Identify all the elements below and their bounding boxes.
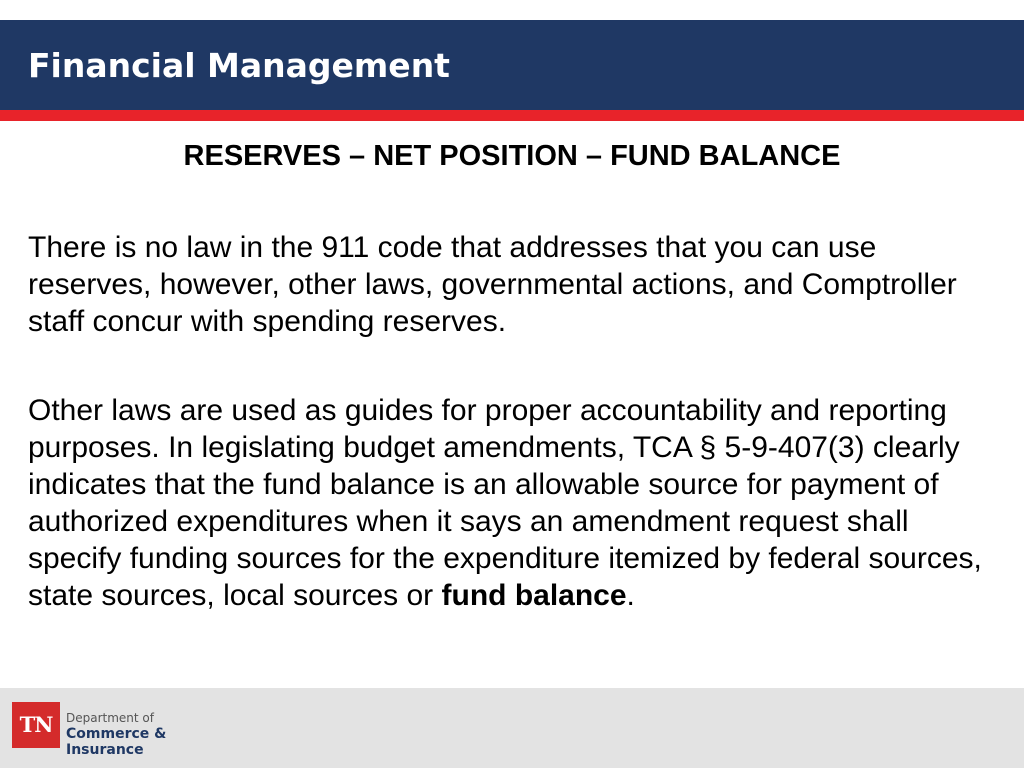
paragraph-other-laws-text: Other laws are used as guides for proper accountability and reporting purposes. In legislating budget amendments, TCA § 5-9-407(3) clearly indicates that the fund balance is an allowable source for payment of authorized expenditures when it says an amendment request shall specify funding sources for the expenditure itemized by federal sources, state sources, local sources or xyxy=(28,394,982,612)
page-title: Financial Management xyxy=(28,46,450,85)
paragraph-reserves: There is no law in the 911 code that addresses that you can use reserves, however, other laws, governmental actions, and Comptroller staff concur with spending reserves. xyxy=(28,231,957,338)
paragraph-other-laws-end: . xyxy=(626,579,635,612)
department-line-1: Department of xyxy=(66,711,154,725)
paragraph-other-laws xyxy=(28,392,1003,614)
tn-logo: TN xyxy=(12,702,60,748)
department-line-3: Insurance xyxy=(66,742,144,758)
footer-bar xyxy=(0,688,1024,768)
header-bar xyxy=(0,20,1024,110)
department-name xyxy=(66,710,166,758)
department-line-2: Commerce & xyxy=(66,726,167,742)
slide-subtitle: RESERVES – NET POSITION – FUND BALANCE xyxy=(183,140,841,172)
accent-stripe xyxy=(0,110,1024,121)
fund-balance-emphasis: fund balance xyxy=(441,579,627,612)
